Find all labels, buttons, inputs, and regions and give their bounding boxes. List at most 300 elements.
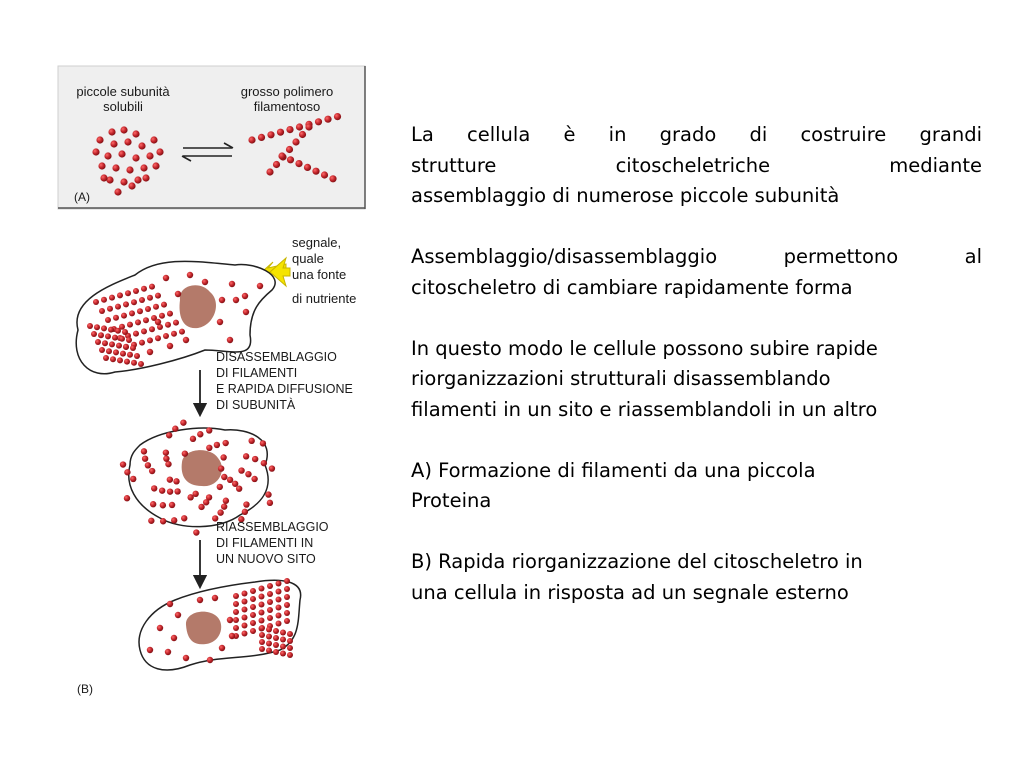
- subunit-bead: [173, 478, 179, 484]
- subunit-bead: [112, 335, 118, 341]
- subunit-bead: [261, 460, 267, 466]
- subunit-bead: [334, 113, 341, 120]
- panel-b-letter: (B): [77, 682, 93, 696]
- subunit-bead: [259, 618, 265, 624]
- subunit-bead: [227, 617, 233, 623]
- subunit-bead: [151, 485, 157, 491]
- subunit-bead: [127, 352, 133, 358]
- subunit-bead: [155, 319, 161, 325]
- subunit-bead: [248, 136, 255, 143]
- subunit-bead: [105, 317, 111, 323]
- subunit-bead: [124, 359, 130, 365]
- subunit-bead: [284, 586, 290, 592]
- subunit-bead: [250, 612, 256, 618]
- subunit-bead: [167, 476, 173, 482]
- subunit-bead: [233, 617, 239, 623]
- subunit-bead: [102, 340, 108, 346]
- subunit-bead: [305, 123, 312, 130]
- subunit-bead: [269, 465, 275, 471]
- subunit-bead: [217, 509, 223, 515]
- subunit-bead: [312, 168, 319, 175]
- subunit-bead: [287, 652, 293, 658]
- subunit-bead: [276, 605, 282, 611]
- subunit-bead: [171, 517, 177, 523]
- step1-label-2: DI FILAMENTI: [216, 366, 298, 380]
- subunit-bead: [266, 641, 272, 647]
- paragraph-reorganization: [411, 334, 982, 426]
- subunit-bead: [130, 476, 136, 482]
- subunit-bead: [163, 275, 169, 281]
- subunit-bead: [266, 634, 272, 640]
- subunit-bead: [98, 162, 105, 169]
- panel-a-right-label-1: grosso polimero: [240, 84, 334, 99]
- subunit-bead: [236, 485, 242, 491]
- subunit-bead: [123, 344, 129, 350]
- subunit-bead: [183, 337, 189, 343]
- subunit-bead: [259, 602, 265, 608]
- subunit-bead: [206, 445, 212, 451]
- subunit-bead: [233, 625, 239, 631]
- subunit-bead: [131, 299, 137, 305]
- step1-label-1: DISASSEMBLAGGIO: [216, 350, 337, 364]
- subunit-bead: [147, 349, 153, 355]
- p5-line-2: una cellula in risposta ad un segnale esterno: [411, 580, 849, 604]
- subunit-bead: [116, 343, 122, 349]
- subunit-bead: [286, 126, 293, 133]
- subunit-bead: [163, 449, 169, 455]
- subunit-bead: [139, 340, 145, 346]
- subunit-bead: [145, 462, 151, 468]
- subunit-bead: [287, 156, 294, 163]
- subunit-bead: [280, 637, 286, 643]
- subunit-bead: [187, 272, 193, 278]
- subunit-bead: [259, 632, 265, 638]
- subunit-bead: [126, 166, 133, 173]
- step2-label-1: RIASSEMBLAGGIO: [216, 520, 329, 534]
- subunit-bead: [121, 313, 127, 319]
- subunit-bead: [105, 333, 111, 339]
- p1-line-2: strutture citoscheletriche mediante: [411, 153, 982, 177]
- subunit-bead: [100, 174, 107, 181]
- subunit-bead: [163, 455, 169, 461]
- subunit-bead: [287, 631, 293, 637]
- subunit-bead: [120, 178, 127, 185]
- subunit-bead: [98, 332, 104, 338]
- subunit-bead: [150, 501, 156, 507]
- subunit-bead: [141, 286, 147, 292]
- subunit-bead: [120, 126, 127, 133]
- subunit-bead: [104, 152, 111, 159]
- subunit-bead: [126, 337, 132, 343]
- panel-a-letter: (A): [74, 190, 90, 204]
- subunit-bead: [128, 182, 135, 189]
- subunit-bead: [242, 509, 248, 515]
- subunit-bead: [221, 503, 227, 509]
- subunit-bead: [108, 128, 115, 135]
- subunit-bead: [267, 599, 273, 605]
- p2-line-1: Assemblaggio/disassemblaggio permettono al: [411, 245, 982, 268]
- subunit-bead: [329, 175, 336, 182]
- p1-line-3: assemblaggio di numerose piccole subunità: [411, 184, 840, 207]
- subunit-bead: [160, 502, 166, 508]
- subunit-bead: [233, 593, 239, 599]
- subunit-bead: [91, 331, 97, 337]
- subunit-bead: [273, 628, 279, 634]
- subunit-bead: [250, 628, 256, 634]
- subunit-bead: [165, 322, 171, 328]
- subunit-bead: [250, 588, 256, 594]
- subunit-bead: [257, 283, 263, 289]
- subunit-bead: [115, 328, 121, 334]
- subunit-bead: [109, 295, 115, 301]
- subunit-bead: [106, 348, 112, 354]
- subunit-bead: [141, 448, 147, 454]
- subunit-bead: [284, 602, 290, 608]
- subunit-bead: [286, 146, 293, 153]
- p5-line-1: B) Rapida riorganizzazione del citoscheletro in: [411, 550, 863, 573]
- subunit-bead: [238, 467, 244, 473]
- step1-label-3: E RAPIDA DIFFUSIONE: [216, 382, 353, 396]
- panel-a-left-label-2: solubili: [103, 99, 143, 114]
- subunit-bead: [118, 150, 125, 157]
- subunit-bead: [266, 168, 273, 175]
- subunit-bead: [233, 609, 239, 615]
- subunit-bead: [145, 306, 151, 312]
- subunit-bead: [219, 297, 225, 303]
- subunit-bead: [153, 304, 159, 310]
- subunit-bead: [248, 438, 254, 444]
- subunit-bead: [223, 498, 229, 504]
- subunit-bead: [276, 613, 282, 619]
- signal-label-1: segnale,: [292, 235, 342, 250]
- subunit-bead: [243, 309, 249, 315]
- subunit-bead: [206, 427, 212, 433]
- subunit-bead: [124, 495, 130, 501]
- subunit-bead: [295, 160, 302, 167]
- subunit-bead: [113, 315, 119, 321]
- subunit-bead: [95, 339, 101, 345]
- subunit-bead: [180, 419, 186, 425]
- subunit-bead: [229, 633, 235, 639]
- subunit-bead: [117, 357, 123, 363]
- subunit-bead: [259, 639, 265, 645]
- subunit-bead: [125, 290, 131, 296]
- subunit-bead: [131, 360, 137, 366]
- subunit-bead: [156, 148, 163, 155]
- step1-label-4: DI SUBUNITÀ: [216, 398, 296, 412]
- explanation-text: [411, 120, 982, 639]
- subunit-bead: [277, 129, 284, 136]
- subunit-bead: [133, 288, 139, 294]
- subunit-bead: [280, 651, 286, 657]
- paragraph-b: [411, 547, 982, 608]
- subunit-bead: [171, 635, 177, 641]
- paragraph-intro: [411, 120, 982, 212]
- subunit-bead: [94, 324, 100, 330]
- subunit-bead: [165, 649, 171, 655]
- signal-label-3: una fonte: [292, 267, 347, 282]
- subunit-bead: [119, 336, 125, 342]
- subunit-bead: [267, 591, 273, 597]
- subunit-bead: [132, 130, 139, 137]
- subunit-bead: [218, 465, 224, 471]
- subunit-bead: [242, 623, 248, 629]
- subunit-bead: [113, 349, 119, 355]
- subunit-bead: [242, 631, 248, 637]
- p4-line-1: A) Formazione di filamenti da una piccola: [411, 458, 816, 482]
- subunit-bead: [214, 442, 220, 448]
- subunit-bead: [101, 325, 107, 331]
- subunit-bead: [259, 646, 265, 652]
- subunit-bead: [220, 454, 226, 460]
- subunit-bead: [122, 329, 128, 335]
- subunit-bead: [101, 297, 107, 303]
- panel-a-left-label-1: piccole subunità: [76, 84, 170, 99]
- subunit-bead: [276, 589, 282, 595]
- subunit-bead: [287, 638, 293, 644]
- subunit-bead: [134, 353, 140, 359]
- subunit-bead: [114, 188, 121, 195]
- subunit-bead: [259, 594, 265, 600]
- subunit-bead: [141, 328, 147, 334]
- subunit-bead: [120, 461, 126, 467]
- p3-line-3: filamenti in un sito e riassemblandoli in un altro: [411, 397, 878, 421]
- subunit-bead: [187, 494, 193, 500]
- cell-disassembled: [120, 419, 275, 535]
- subunit-bead: [115, 304, 121, 310]
- subunit-bead: [92, 148, 99, 155]
- subunit-bead: [135, 319, 141, 325]
- subunit-bead: [273, 649, 279, 655]
- subunit-bead: [127, 322, 133, 328]
- paragraph-assembly: [411, 242, 982, 303]
- subunit-bead: [267, 607, 273, 613]
- subunit-bead: [197, 597, 203, 603]
- subunit-bead: [217, 319, 223, 325]
- subunit-bead: [219, 645, 225, 651]
- subunit-bead: [149, 284, 155, 290]
- subunit-bead: [190, 436, 196, 442]
- subunit-bead: [181, 515, 187, 521]
- subunit-bead: [292, 138, 299, 145]
- subunit-bead: [284, 594, 290, 600]
- subunit-bead: [266, 627, 272, 633]
- subunit-bead: [137, 308, 143, 314]
- subunit-bead: [212, 595, 218, 601]
- subunit-bead: [142, 455, 148, 461]
- subunit-bead: [93, 299, 99, 305]
- subunit-bead: [161, 302, 167, 308]
- subunit-bead: [273, 635, 279, 641]
- subunit-bead: [267, 500, 273, 506]
- subunit-bead: [227, 477, 233, 483]
- subunit-bead: [233, 297, 239, 303]
- subunit-bead: [124, 469, 130, 475]
- subunit-bead: [273, 642, 279, 648]
- panel-a: [58, 66, 365, 209]
- subunit-bead: [169, 502, 175, 508]
- subunit-bead: [250, 596, 256, 602]
- subunit-bead: [179, 329, 185, 335]
- subunit-bead: [149, 326, 155, 332]
- subunit-bead: [166, 432, 172, 438]
- subunit-bead: [222, 440, 228, 446]
- subunit-bead: [276, 621, 282, 627]
- subunit-bead: [159, 487, 165, 493]
- subunit-bead: [296, 123, 303, 130]
- subunit-bead: [250, 620, 256, 626]
- subunit-bead: [157, 625, 163, 631]
- p1-line-1: La cellula è in grado di costruire grandi: [411, 123, 982, 146]
- cytoskeleton-figure: [0, 0, 400, 768]
- subunit-bead: [120, 351, 126, 357]
- subunit-bead: [87, 323, 93, 329]
- subunit-bead: [133, 331, 139, 337]
- subunit-bead: [315, 118, 322, 125]
- subunit-bead: [245, 471, 251, 477]
- subunit-bead: [149, 468, 155, 474]
- subunit-bead: [265, 491, 271, 497]
- subunit-bead: [284, 578, 290, 584]
- subunit-bead: [132, 154, 139, 161]
- subunit-bead: [107, 306, 113, 312]
- subunit-bead: [182, 450, 188, 456]
- subunit-bead: [109, 341, 115, 347]
- subunit-bead: [259, 625, 265, 631]
- subunit-bead: [110, 356, 116, 362]
- subunit-bead: [278, 152, 285, 159]
- subunit-bead: [251, 476, 257, 482]
- subunit-bead: [324, 116, 331, 123]
- subunit-bead: [146, 152, 153, 159]
- subunit-bead: [259, 610, 265, 616]
- subunit-bead: [139, 297, 145, 303]
- subunit-bead: [284, 610, 290, 616]
- subunit-bead: [160, 518, 166, 524]
- subunit-bead: [129, 310, 135, 316]
- p3-line-2: riorganizzazioni strutturali disassemblando: [411, 367, 831, 390]
- subunit-bead: [99, 308, 105, 314]
- step2-label-3: UN NUOVO SITO: [216, 552, 316, 566]
- signal-label-4: di nutriente: [292, 291, 357, 306]
- subunit-bead: [140, 164, 147, 171]
- subunit-bead: [167, 311, 173, 317]
- subunit-bead: [175, 291, 181, 297]
- subunit-bead: [142, 174, 149, 181]
- subunit-bead: [148, 518, 154, 524]
- subunit-bead: [159, 313, 165, 319]
- subunit-bead: [299, 131, 306, 138]
- subunit-bead: [99, 347, 105, 353]
- subunit-bead: [110, 140, 117, 147]
- subunit-bead: [103, 355, 109, 361]
- subunit-bead: [267, 131, 274, 138]
- subunit-bead: [138, 142, 145, 149]
- subunit-bead: [174, 488, 180, 494]
- subunit-bead: [143, 317, 149, 323]
- subunit-bead: [198, 504, 204, 510]
- paragraph-a: [411, 456, 982, 517]
- subunit-bead: [266, 648, 272, 654]
- subunit-bead: [259, 586, 265, 592]
- subunit-bead: [167, 601, 173, 607]
- subunit-bead: [171, 331, 177, 337]
- subunit-bead: [147, 295, 153, 301]
- subunit-bead: [252, 456, 258, 462]
- subunit-bead: [108, 327, 114, 333]
- subunit-bead: [167, 343, 173, 349]
- subunit-bead: [193, 529, 199, 535]
- subunit-bead: [117, 292, 123, 298]
- subunit-bead: [183, 655, 189, 661]
- subunit-bead: [96, 136, 103, 143]
- panel-b: [76, 235, 356, 696]
- subunit-bead: [124, 138, 131, 145]
- subunit-bead: [260, 440, 266, 446]
- subunit-bead: [233, 601, 239, 607]
- subunit-bead: [202, 279, 208, 285]
- subunit-bead: [134, 176, 141, 183]
- nucleus: [186, 612, 221, 645]
- subunit-bead: [112, 164, 119, 171]
- p3-line-1: In questo modo le cellule possono subire rapide: [411, 336, 878, 360]
- subunit-bead: [123, 301, 129, 307]
- subunit-bead: [280, 644, 286, 650]
- subunit-bead: [167, 488, 173, 494]
- subunit-bead: [276, 597, 282, 603]
- subunit-bead: [267, 615, 273, 621]
- panel-a-right-label-2: filamentoso: [253, 99, 321, 114]
- subunit-bead: [152, 162, 159, 169]
- subunit-bead: [147, 337, 153, 343]
- subunit-bead: [150, 136, 157, 143]
- subunit-bead: [155, 335, 161, 341]
- subunit-bead: [217, 484, 223, 490]
- subunit-bead: [304, 164, 311, 171]
- subunit-bead: [243, 453, 249, 459]
- subunit-bead: [242, 591, 248, 597]
- subunit-bead: [287, 645, 293, 651]
- step2-label-2: DI FILAMENTI IN: [216, 536, 314, 550]
- subunit-bead: [229, 281, 235, 287]
- subunit-bead: [155, 293, 161, 299]
- cell-reassembled: [139, 578, 301, 670]
- subunit-bead: [203, 499, 209, 505]
- subunit-bead: [165, 461, 171, 467]
- subunit-bead: [175, 612, 181, 618]
- subunit-bead: [276, 581, 282, 587]
- subunit-bead: [173, 320, 179, 326]
- subunit-bead: [321, 171, 328, 178]
- subunit-bead: [258, 134, 265, 141]
- subunit-bead: [242, 599, 248, 605]
- subunit-bead: [242, 615, 248, 621]
- subunit-bead: [243, 501, 249, 507]
- subunit-bead: [130, 345, 136, 351]
- subunit-bead: [280, 630, 286, 636]
- p2-line-2: citoscheletro di cambiare rapidamente forma: [411, 275, 853, 299]
- subunit-bead: [138, 361, 144, 367]
- subunit-bead: [284, 618, 290, 624]
- signal-label-2: quale: [292, 251, 324, 266]
- subunit-bead: [163, 333, 169, 339]
- subunit-bead: [172, 426, 178, 432]
- subunit-bead: [273, 161, 280, 168]
- subunit-bead: [197, 431, 203, 437]
- subunit-bead: [221, 474, 227, 480]
- subunit-bead: [242, 293, 248, 299]
- subunit-bead: [147, 647, 153, 653]
